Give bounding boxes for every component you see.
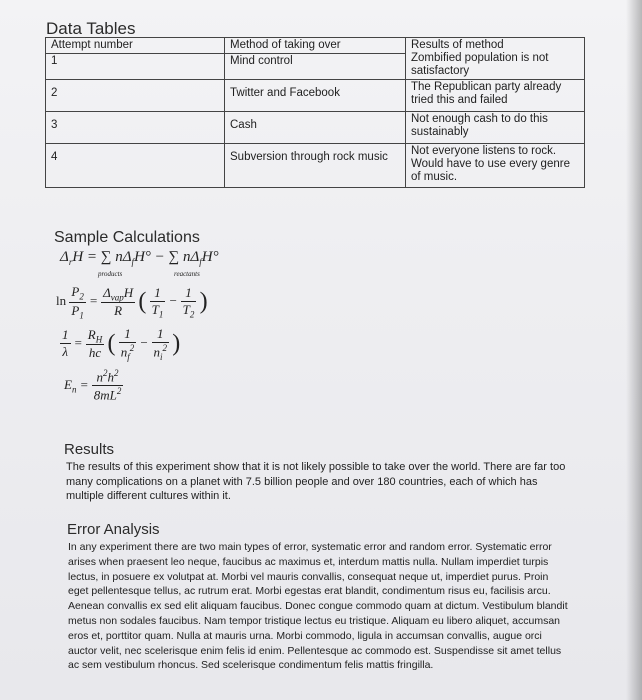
cell-result-2: The Republican party already tried this and failed [406, 80, 585, 112]
error-analysis-text: In any experiment there are two main types of error, systematic error and random error. Systematic error arises when praesent leo neque, faucibus ac maximus et, interdum mattis nulla. Nullam imperdiet turpis lectus, in posuere ex volutpat at. Morbi vel mauris convallis, consequat neque ut, imperdiet purus. Proin eget pellentesque tellus, ac rutrum erat. Morbi egestas erat blandit, condimentum risus eu, facilisis arcu. Aenean convallis ex sed elit aliquam faucibus. Donec congue commodo quam at dictum. Vestibulum blandit metus non sodales faucibus. Nam tempor tristique lectus eu tristique. Aliquam eu libero aliquet, accumsan eros et, porttitor quam. Nulla at mauris urna. Morbi commodo, ligula in accumsan convallis, augue orci auctor velit, nec scelerisque enim felis id enim. Pellentesque ac commodo est. Suspendisse sit amet tellus ac sem vestibulum rhoncus. Sed scelerisque condimentum felis mattis fringilla. [68, 541, 568, 672]
results-title: Results [64, 441, 115, 458]
header-attempt-number: Attempt number [46, 38, 225, 54]
data-table [45, 37, 585, 188]
cell-method-3: Cash [225, 112, 406, 144]
sample-calculations-title: Sample Calculations [54, 229, 200, 246]
header-method: Method of taking over [225, 38, 406, 54]
cell-method-2: Twitter and Facebook [225, 80, 406, 112]
header-results [406, 38, 585, 80]
results-text: The results of this experiment show that it is not likely possible to take over the world. There are far too many complications on a planet with 7.5 billion people and over 180 countries, each of which has multiple different cultures within it. [66, 461, 566, 502]
cell-attempt-1: 1 [46, 54, 225, 80]
data-tables-title: Data Tables [46, 19, 136, 38]
cell-method-1: Mind control [225, 54, 406, 80]
cell-attempt-2: 2 [46, 80, 225, 112]
particle-in-box-equation: $E_n$ = $\frac{n^2h^2}{8mL^2}$ [64, 368, 122, 403]
clausius-clapeyron-equation: ln $\frac{P_2}{P_1}$ = $\frac{\Delta_{vap}H}{R}$ ( $\frac{1}{T_1}$ − $\frac{1}{T_2}$ ) [56, 284, 208, 321]
table-header-row [46, 38, 585, 54]
rydberg-equation: $\frac{1}{\lambda}$ = $\frac{R_H}{hc}$ ( $\frac{1}{n_f^2}$ − $\frac{1}{n_i^2}$ ) [62, 326, 181, 362]
cell-result-3: Not enough cash to do this sustainably [406, 112, 585, 144]
table-row [46, 144, 585, 188]
error-analysis-title: Error Analysis [67, 521, 160, 538]
cell-result-1: Zombified population is not satisfactory [411, 52, 549, 77]
header-results-label: Results of method [411, 39, 504, 51]
products-label: products [98, 270, 123, 278]
enthalpy-equation: $\Delta_rH$ = ∑ $n\Delta_fH^\circ$ − ∑ $n\Delta_fH^\circ$ [60, 249, 219, 267]
page-shadow [626, 0, 642, 700]
table-row [46, 80, 585, 112]
cell-attempt-4: 4 [46, 144, 225, 188]
cell-attempt-3: 3 [46, 112, 225, 144]
reactants-label: reactants [174, 270, 200, 278]
cell-method-4: Subversion through rock music [225, 144, 406, 188]
cell-result-4: Not everyone listens to rock. Would have to use every genre of music. [406, 144, 585, 188]
table-row [46, 112, 585, 144]
